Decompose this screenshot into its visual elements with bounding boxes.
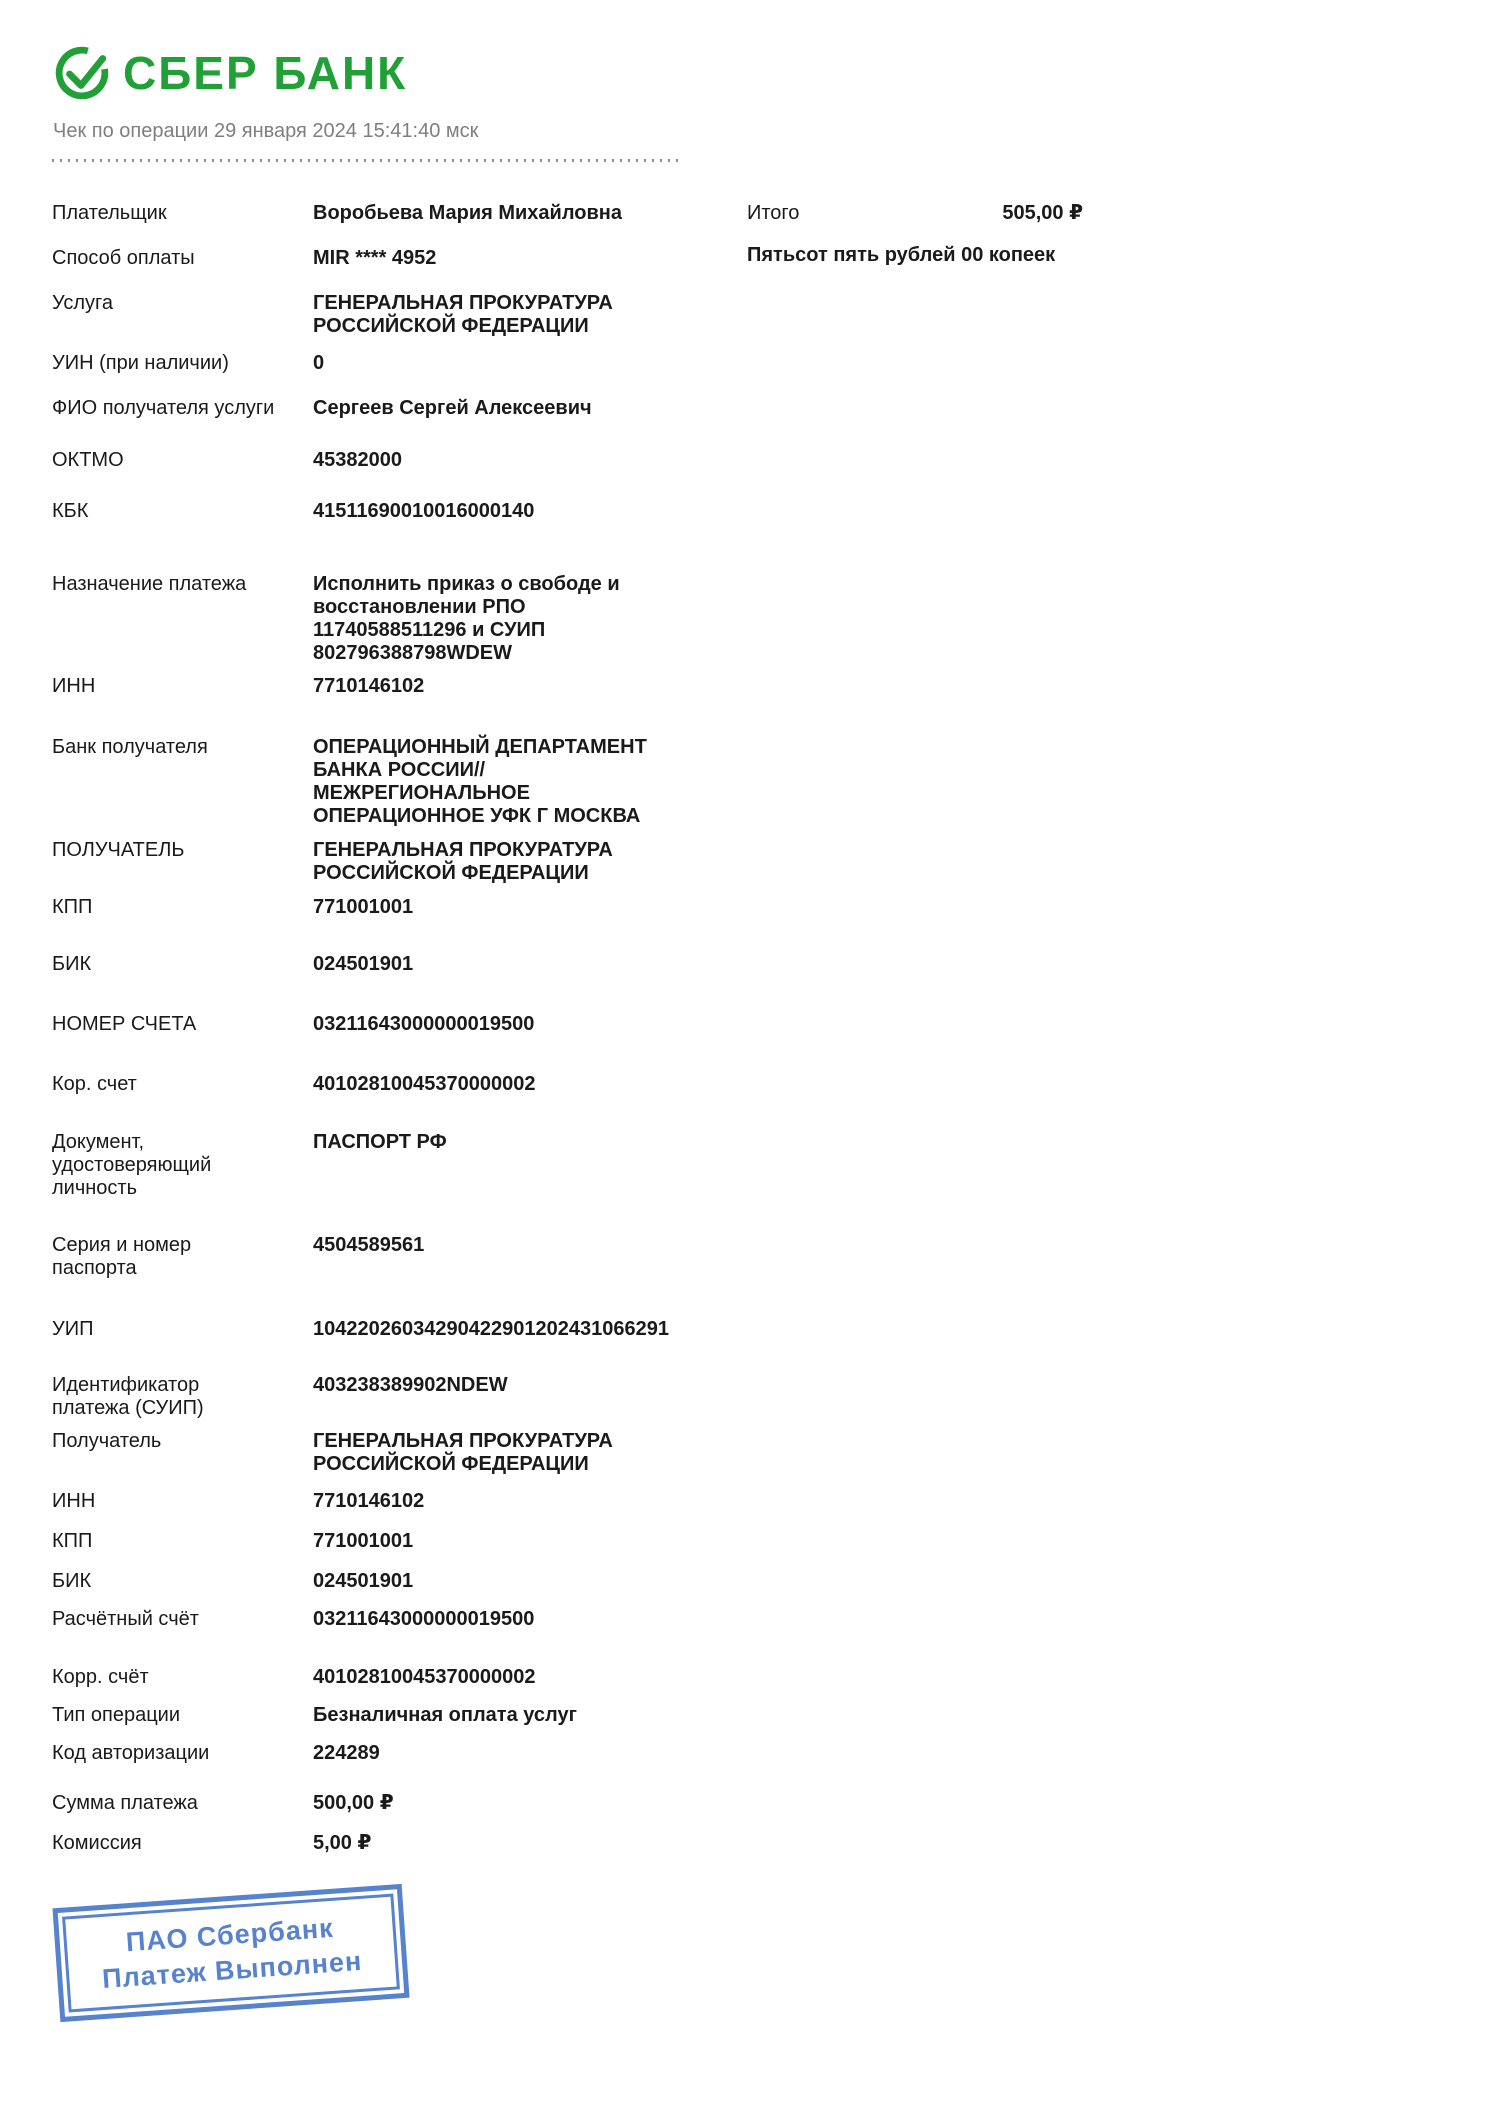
row-label: КПП: [52, 1530, 93, 1552]
receipt-details: [52, 202, 752, 1855]
row-value: MIR **** 4952: [313, 247, 437, 269]
row-value: 5,00 ₽: [313, 1832, 372, 1854]
total-label: Итого: [747, 202, 800, 224]
stamp-inner-border: [62, 1894, 400, 2013]
row-value: 771001001: [313, 896, 414, 918]
row-value: 7710146102: [313, 675, 425, 697]
row-value: 224289: [313, 1742, 380, 1764]
row-value: 024501901: [313, 953, 414, 975]
row-value: ПАСПОРТ РФ: [313, 1131, 447, 1153]
row-label: Услуга: [52, 292, 114, 314]
row-value: 024501901: [313, 1570, 414, 1592]
row-value: 03211643000000019500: [313, 1608, 535, 1630]
stamp-status: Платеж Выполнен: [101, 1945, 364, 1995]
row-kbk: [52, 500, 752, 523]
row-payer: [52, 202, 752, 225]
row-label: БИК: [52, 1570, 92, 1592]
row-service-recipient-name: [52, 397, 752, 420]
row-label: ФИО получателя услуги: [52, 397, 275, 419]
bank-logo: [55, 46, 407, 100]
row-label: Сумма платежа: [52, 1792, 198, 1814]
row-label: Комиссия: [52, 1832, 142, 1854]
row-inn: [52, 675, 752, 698]
row-label: НОМЕР СЧЕТА: [52, 1013, 197, 1035]
row-auth-code: [52, 1742, 752, 1765]
row-value: Безналичная оплата услуг: [313, 1704, 577, 1726]
row-payment-amount: [52, 1792, 752, 1815]
row-passport-number: [52, 1234, 752, 1280]
row-label: Серия и номер паспорта: [52, 1234, 192, 1279]
row-value: 4504589561: [313, 1234, 425, 1256]
payment-completed-stamp: [52, 1884, 409, 2022]
total-amount: 505,00 ₽: [1002, 202, 1083, 224]
row-label: Плательщик: [52, 202, 167, 224]
row-corr-account: [52, 1073, 752, 1096]
row-label: Тип операции: [52, 1704, 181, 1726]
row-value: 7710146102: [313, 1490, 425, 1512]
row-oktmo: [52, 449, 752, 472]
row-label: УИП: [52, 1318, 94, 1340]
total-amount-in-words: Пятьсот пять рублей 00 копеек: [747, 244, 1056, 266]
row-payment-purpose: [52, 573, 752, 665]
row-value: Воробьева Мария Михайловна: [313, 202, 622, 224]
row-label: ИНН: [52, 1490, 96, 1512]
row-settlement-account: [52, 1608, 752, 1631]
row-value: 41511690010016000140: [313, 500, 535, 522]
row-label: Банк получателя: [52, 736, 208, 758]
row-label: Идентификатор платежа (СУИП): [52, 1374, 204, 1419]
row-value: 0: [313, 352, 325, 374]
row-recipient-bank: [52, 736, 752, 828]
row-inn-2: [52, 1490, 752, 1513]
stamp-bank-name: ПАО Сбербанк: [124, 1912, 335, 1958]
row-value: 10422026034290422901202431066291: [313, 1318, 669, 1340]
row-uin: [52, 352, 752, 375]
row-commission: [52, 1832, 752, 1855]
dotted-separator: [52, 159, 678, 162]
row-label: Расчётный счёт: [52, 1608, 199, 1630]
row-label: ОКТМО: [52, 449, 124, 471]
row-bik-2: [52, 1570, 752, 1593]
row-label: Документ, удостоверяющий личность: [52, 1131, 212, 1199]
row-value: 40102810045370000002: [313, 1073, 536, 1095]
row-label: УИН (при наличии): [52, 352, 229, 374]
row-label: Кор. счет: [52, 1073, 137, 1095]
row-value: Исполнить приказ о свободе и восстановлении РПО 11740588511296 и СУИП 802796388798WDEW: [313, 573, 620, 664]
row-corr-account-2: [52, 1666, 752, 1689]
row-identity-document: [52, 1131, 752, 1200]
row-payment-id-suip: [52, 1374, 752, 1420]
row-label: КБК: [52, 500, 89, 522]
row-value: 771001001: [313, 1530, 414, 1552]
bank-name: СБЕР БАНК: [123, 47, 408, 99]
row-service: [52, 292, 752, 338]
row-value: 45382000: [313, 449, 402, 471]
row-label: БИК: [52, 953, 92, 975]
row-value: 403238389902NDEW: [313, 1374, 508, 1396]
row-value: 03211643000000019500: [313, 1013, 535, 1035]
row-receiver-2: [52, 1430, 752, 1476]
row-payment-method: [52, 247, 752, 270]
row-label: ИНН: [52, 675, 96, 697]
sber-checkmark-icon: [55, 46, 109, 100]
row-account-number: [52, 1013, 752, 1036]
row-label: Получатель: [52, 1430, 162, 1452]
row-value: ГЕНЕРАЛЬНАЯ ПРОКУРАТУРА РОССИЙСКОЙ ФЕДЕРАЦИИ: [313, 1430, 613, 1475]
row-label: Код авторизации: [52, 1742, 210, 1764]
receipt-title: Чек по операции 29 января 2024 15:41:40 мск: [53, 120, 479, 142]
row-value: 500,00 ₽: [313, 1792, 394, 1814]
row-label: Корр. счёт: [52, 1666, 149, 1688]
row-value: ОПЕРАЦИОННЫЙ ДЕПАРТАМЕНТ БАНКА РОССИИ//МЕЖРЕГИОНАЛЬНОЕ ОПЕРАЦИОННОЕ УФК Г МОСКВА: [313, 736, 647, 827]
row-value: 40102810045370000002: [313, 1666, 536, 1688]
row-bik: [52, 953, 752, 976]
row-operation-type: [52, 1704, 752, 1727]
row-value: ГЕНЕРАЛЬНАЯ ПРОКУРАТУРА РОССИЙСКОЙ ФЕДЕРАЦИИ: [313, 839, 613, 884]
row-kpp: [52, 896, 752, 919]
row-kpp-2: [52, 1530, 752, 1553]
row-receiver: [52, 839, 752, 885]
row-value: Сергеев Сергей Алексеевич: [313, 397, 592, 419]
total-summary: [747, 202, 1083, 267]
row-label: Назначение платежа: [52, 573, 247, 595]
row-label: ПОЛУЧАТЕЛЬ: [52, 839, 185, 861]
row-label: КПП: [52, 896, 93, 918]
row-label: Способ оплаты: [52, 247, 195, 269]
row-uip: [52, 1318, 752, 1341]
row-value: ГЕНЕРАЛЬНАЯ ПРОКУРАТУРА РОССИЙСКОЙ ФЕДЕРАЦИИ: [313, 292, 613, 337]
